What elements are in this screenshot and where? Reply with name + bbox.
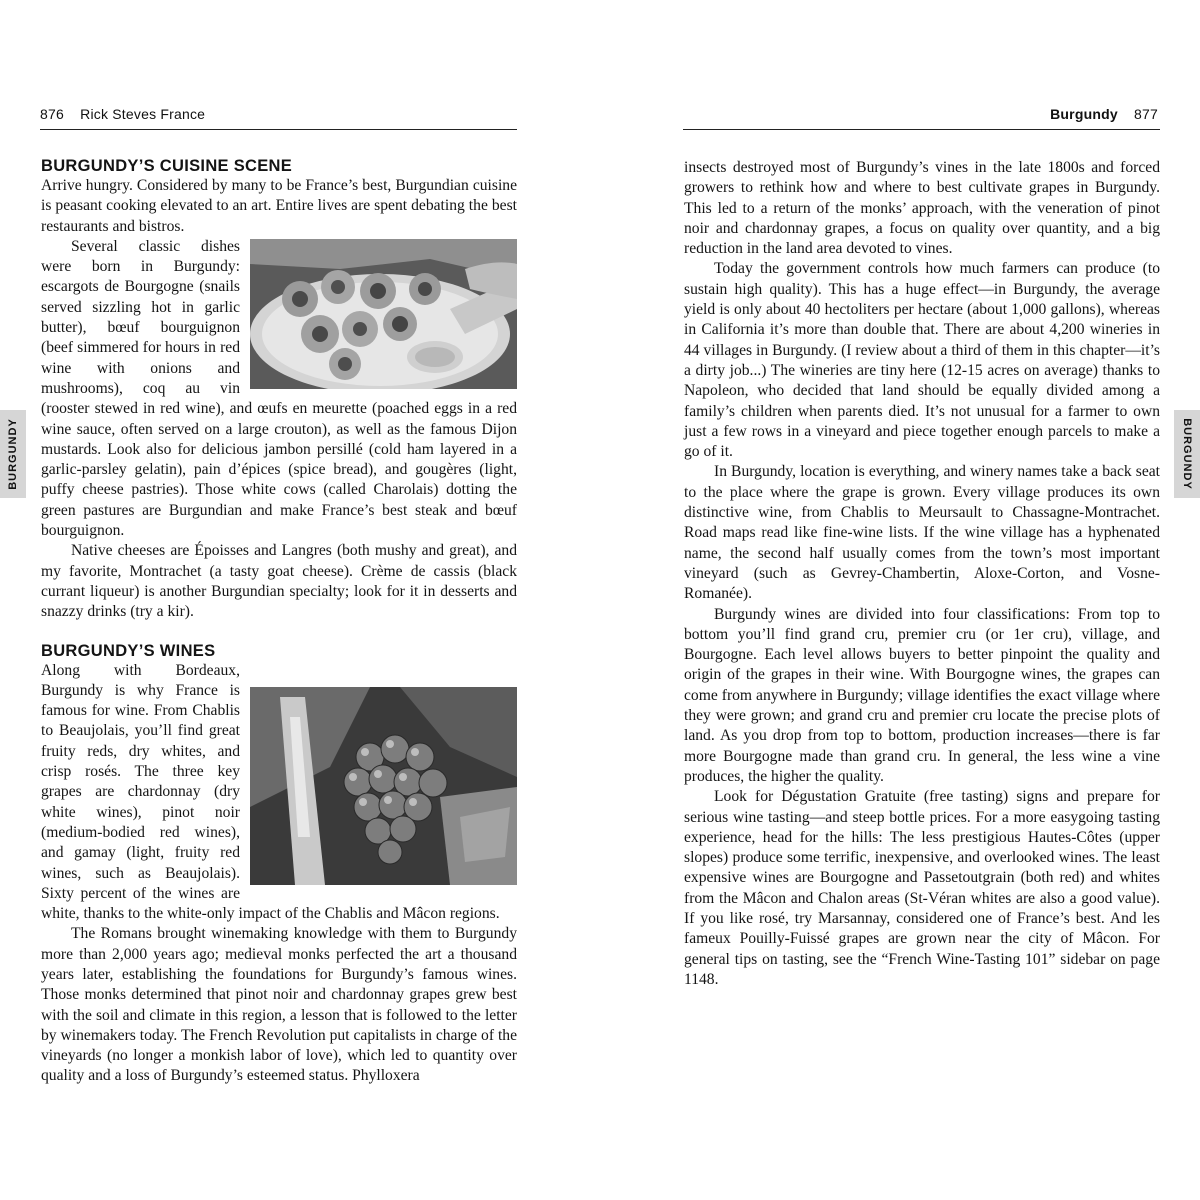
section-heading-cuisine: BURGUNDY’S CUISINE SCENE (41, 157, 293, 175)
cuisine-paragraph-text: Several classic dishes were born in Burgundy: escargots de Bourgogne (snails served sizzling hot in garlic butter), bœuf bourguignon (beef simmered for hours in red wine with onions and mushrooms), coq au vin (rooster stewed in red wine), and œufs en meurette (poached eggs in a red wine sauce, often served on a large crouton), as well as the famous Dijon mustards. Look also for delicious jambon persillé (cold ham layered in a garlic-parsley gelatin), pain d’épices (spice bread), and gougères (light, puffy cheese pastries). Those white cows (called Charolais) dotting the green pastures are Burgundian and make France’s best steak and bœuf bourguignon. (41, 237, 517, 540)
right-header-rule (683, 129, 1160, 130)
wine-grapes-image (250, 687, 517, 885)
right-column (684, 158, 1160, 990)
body-paragraph: Look for Dégustation Gratuite (free tasting) signs and prepare for serious wine tasting—and steep bottle prices. For a more easygoing tasting experience, head for the hills: The less prestigious Hautes-Côtes (upper slopes) produce some terrific, inexpensive, and overlooked wines. The least expensive wines are Bourgogne and Passetoutgrain (both red) and whites from the Mâcon and Chalon areas (St-Véran whites are also a good value). If you like rosé, try Marsannay, considered one of France’s best. And les fameux Pouilly-Fuissé grapes are grown near the city of Mâcon. For general tips on tasting, see the “French Wine-Tasting 101” sidebar on page 1148. (684, 788, 1160, 988)
left-thumb-tab-label: BURGUNDY (7, 418, 19, 490)
left-header-rule (40, 129, 517, 130)
right-running-head (1050, 106, 1158, 122)
left-column (41, 156, 517, 1087)
right-thumb-tab (1174, 410, 1200, 498)
body-paragraph: In Burgundy, location is everything, and winery names take a back seat to the place where the grape is grown. Every village produces its own distinctive wine, from Chablis to Meursault to Chassagne-Montrachet. Road maps read like fine-wine lists. If the wine village has a hyphenated name, the second half usually comes from the town’s most important vineyard (such as Gevrey-Chambertin, Aloxe-Corton, and Vosne-Romanée). (684, 463, 1160, 603)
body-paragraph: Today the government controls how much farmers can produce (to sustain high quality). This has a huge effect—in Burgundy, the average yield is only about 40 hectoliters per hectare (about 1,000 gallons), whereas in California it’s more than double that. There are about 4,200 wineries in 44 villages in Burgundy. (I review about a third of them in this chapter—it’s a dirty job...) The wineries are tiny here (12-15 acres on average) thanks to Napoleon, who decided that land should be equally divided among a family’s children when parents died. It’s not unusual for a farmer to own just a few rows in a vineyard and piece together enough parcels to make a go of it. (684, 260, 1160, 461)
cuisine-paragraph: Native cheeses are Époisses and Langres (both mushy and great), and my favorite, Montrachet (a tasty goat cheese). Crème de cassis (black currant liqueur) is another Burgundian specialty; look for it in desserts and snazzy drinks (try a kir). (41, 542, 517, 621)
wines-paragraph (41, 661, 517, 925)
wines-paragraph-text: Along with Bordeaux, Burgundy is why France is famous for wine. From Chablis to Beaujolais, you’ll find great fruity reds, dry whites, and crisp rosés. The three key grapes are chardonnay (dry white wines), pinot noir (medium-bodied red wines), and gamay (light, fruity red wines, such as Beaujolais). Sixty percent of the wines are white, thanks to the white-only impact of the Chablis and Mâcon regions. (41, 661, 500, 923)
left-running-head (40, 106, 205, 122)
right-page-number: 877 (1134, 106, 1158, 122)
left-thumb-tab (0, 410, 26, 498)
book-title: Rick Steves France (80, 106, 206, 122)
section-heading-wines: BURGUNDY’S WINES (41, 641, 216, 660)
body-paragraph: Burgundy wines are divided into four classifications: From top to bottom you’ll find grand cru, premier cru (or 1er cru), village, and Bourgogne. Each level allows buyers to better pinpoint the quality and origin of the grapes in their wine. With Bourgogne wines, the grapes can come from anywhere in Burgundy; village identifies the exact village where they were grown; and grand cru and premier cru locate the precise plots of land. As you drop from top to bottom, production increases—there is far more Bourgogne made than grand cru. In general, the less wine a vine produces, the higher the quality. (684, 605, 1160, 785)
wines-paragraph: The Romans brought winemaking knowledge with them to Burgundy more than 2,000 years ago; medieval monks perfected the art a thousand years later, establishing the foundations for Burgundy’s famous wines. Those monks determined that pinot noir and chardonnay grapes grew best with the soil and climate in this region, a lesson that is followed to the letter by winemakers today. The French Revolution put capitalists in charge of the vineyards (no longer a monkish labor of love), which led to quantity over quality and a loss of Burgundy’s esteemed status. Phylloxera (41, 925, 517, 1085)
snails-photo (250, 239, 517, 389)
escargot-plate-image (250, 239, 517, 389)
left-page-number: 876 (40, 106, 64, 122)
section-title: Burgundy (1050, 106, 1118, 122)
grapes-photo (250, 687, 517, 885)
right-thumb-tab-label: BURGUNDY (1181, 418, 1193, 490)
cuisine-paragraph: Arrive hungry. Considered by many to be France’s best, Burgundian cuisine is peasant cooking elevated to an art. Entire lives are spent debating the best restaurants and bistros. (41, 177, 517, 235)
cuisine-paragraph (41, 237, 517, 541)
body-paragraph: insects destroyed most of Burgundy’s vines in the late 1800s and forced growers to rethink how and where to best cultivate grapes in Burgundy. This led to a return of the monks’ approach, with the veneration of pinot noir and chardonnay grapes, a focus on quality over quantity, and a big reduction in the land area devoted to vines. (684, 159, 1160, 258)
right-page (600, 0, 1200, 1200)
